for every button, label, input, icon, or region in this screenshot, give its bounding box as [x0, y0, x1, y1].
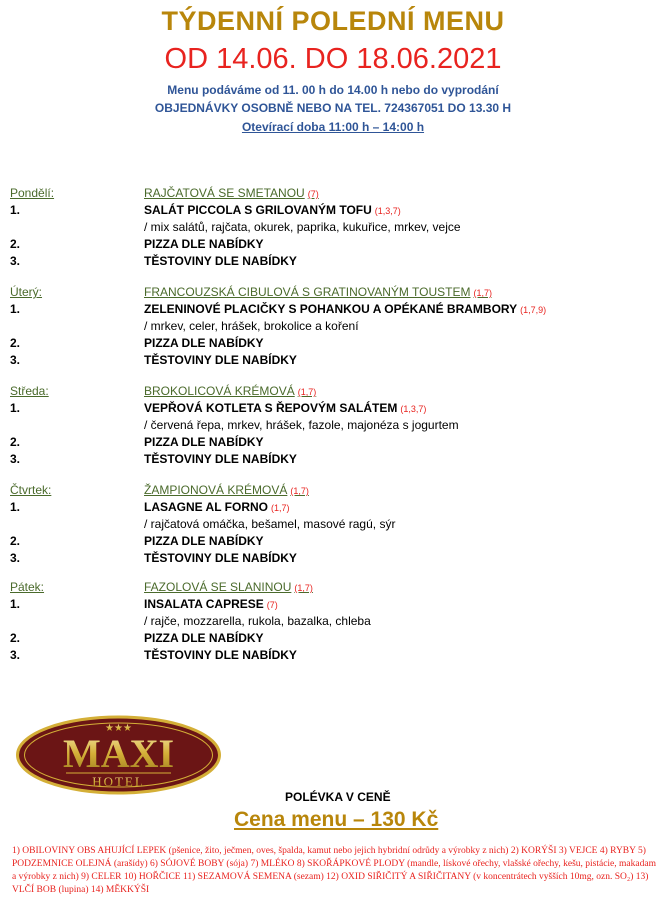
pizza-item: PIZZA DLE NABÍDKY: [144, 237, 264, 251]
item-number: 1.: [10, 302, 21, 316]
dish-allergens: (7): [266, 600, 278, 610]
dish-description: / mix salátů, rajčata, okurek, paprika, kukuřice, mrkev, vejce: [144, 220, 461, 234]
pizza-item: PIZZA DLE NABÍDKY: [144, 631, 264, 645]
allergen-list: 1) OBILOVINY OBS AHUJÍCÍ LEPEK (pšenice, žito, ječmen, oves, špalda, kamut nebo jejich hybridní odrůdy a výrobky z nich) 2) KORÝŠI 3) VEJCE 4) RYBY 5) PODZEMNICE OLEJNÁ (arašídy) 6) SÓJOVÉ BOBY (sója) 7) MLÉKO 8) SKOŘÁPKOVÉ PLODY (mandle, lískové ořechy, vlašské ořechy, kešu, pistácie, makadam a výrobky z nich) 9) CELER 10) HOŘČICE 11) SEZAMOVÁ SEMENA (sezam) 12) OXID SIŘIČITÝ A SIŘIČITANY (v koncentrátech vyšších 10mg, ozn. SO₂) 13) VLČÍ BOB (lupina) 14) MĚKKÝŠI: [12, 846, 656, 895]
main-dish: SALÁT PICCOLA S GRILOVANÝM TOFU (1,3,7): [144, 203, 401, 217]
logo-sub: HOTEL: [92, 774, 145, 789]
opening-hours: Otevírací doba 11:00 h – 14:00 h: [241, 120, 425, 134]
item-number: 3.: [10, 353, 21, 367]
dish-description: / mrkev, celer, hrášek, brokolice a koření: [144, 319, 359, 333]
day-block-friday: [10, 579, 650, 664]
soup: ŽAMPIONOVÁ KRÉMOVÁ (1,7): [144, 483, 309, 497]
serving-hours: Menu podáváme od 11. 00 h do 14.00 h nebo do vyprodání: [167, 83, 499, 97]
day-block-wednesday: [10, 383, 650, 468]
soup: BROKOLICOVÁ KRÉMOVÁ (1,7): [144, 384, 317, 398]
item-number: 2.: [10, 631, 21, 645]
pizza-item: PIZZA DLE NABÍDKY: [144, 435, 264, 449]
dish-allergens: (1,3,7): [374, 206, 401, 216]
main-dish: VEPŘOVÁ KOTLETA S ŘEPOVÝM SALÁTEM (1,3,7): [144, 401, 427, 415]
pasta-item: TĚSTOVINY DLE NABÍDKY: [144, 648, 297, 662]
soup-allergens: (1,7): [297, 387, 317, 397]
dish-allergens: (1,7,9): [520, 305, 547, 315]
dish-allergens: (1,3,7): [400, 404, 427, 414]
day-block-tuesday: [10, 284, 650, 369]
dish-description: / rajče, mozzarella, rukola, bazalka, chleba: [144, 614, 371, 628]
soup: FRANCOUZSKÁ CIBULOVÁ S GRATINOVANÝM TOUSTEM (1,7): [144, 285, 493, 299]
logo-brand: MAXI: [62, 731, 175, 776]
soup: FAZOLOVÁ SE SLANINOU (1,7): [144, 580, 313, 594]
pasta-item: TĚSTOVINY DLE NABÍDKY: [144, 353, 297, 367]
item-number: 1.: [10, 401, 21, 415]
day-name: Úterý:: [10, 285, 43, 299]
pasta-item: TĚSTOVINY DLE NABÍDKY: [144, 254, 297, 268]
order-info: OBJEDNÁVKY OSOBNĚ NEBO NA TEL. 724367051 DO 13.30 H: [154, 101, 512, 115]
logo-stars: ★★★: [105, 723, 132, 734]
day-name: Pondělí:: [10, 186, 55, 200]
dish-description: / rajčatová omáčka, bešamel, masové ragú, sýr: [144, 517, 396, 531]
day-name: Středa:: [10, 384, 49, 398]
soup-allergens: (7): [307, 189, 319, 199]
soup-allergens: (1,7): [473, 288, 493, 298]
day-name: Pátek:: [10, 580, 45, 594]
dish-description: / červená řepa, mrkev, hrášek, fazole, majonéza s jogurtem: [144, 418, 459, 432]
menu-dates: OD 14.06. DO 18.06.2021: [164, 43, 502, 75]
pasta-item: TĚSTOVINY DLE NABÍDKY: [144, 452, 297, 466]
item-number: 3.: [10, 648, 21, 662]
menu-price: Cena menu – 130 Kč: [234, 808, 439, 831]
day-block-monday: [10, 185, 650, 270]
item-number: 1.: [10, 597, 21, 611]
item-number: 2.: [10, 336, 21, 350]
main-dish: LASAGNE AL FORNO (1,7): [144, 500, 290, 514]
soup-allergens: (1,7): [294, 583, 313, 593]
item-number: 2.: [10, 534, 21, 548]
item-number: 1.: [10, 203, 21, 217]
soup: RAJČATOVÁ SE SMETANOU (7): [144, 186, 319, 200]
item-number: 3.: [10, 254, 21, 268]
item-number: 2.: [10, 435, 21, 449]
soup-allergens: (1,7): [290, 486, 309, 496]
soup-included: POLÉVKA V CENĚ: [285, 790, 391, 804]
day-name: Čtvrtek:: [10, 483, 52, 497]
pizza-item: PIZZA DLE NABÍDKY: [144, 336, 264, 350]
item-number: 3.: [10, 551, 21, 565]
pizza-item: PIZZA DLE NABÍDKY: [144, 534, 264, 548]
menu-title: TÝDENNÍ POLEDNÍ MENU: [161, 6, 505, 36]
item-number: 3.: [10, 452, 21, 466]
main-dish: ZELENINOVÉ PLACIČKY S POHANKOU A OPÉKANÉ BRAMBORY (1,7,9): [144, 302, 547, 316]
item-number: 2.: [10, 237, 21, 251]
main-dish: INSALATA CAPRESE (7): [144, 597, 278, 611]
item-number: 1.: [10, 500, 21, 514]
pasta-item: TĚSTOVINY DLE NABÍDKY: [144, 551, 297, 565]
day-block-thursday: [10, 482, 650, 567]
maxi-hotel-logo: [16, 715, 221, 795]
dish-allergens: (1,7): [271, 503, 290, 513]
